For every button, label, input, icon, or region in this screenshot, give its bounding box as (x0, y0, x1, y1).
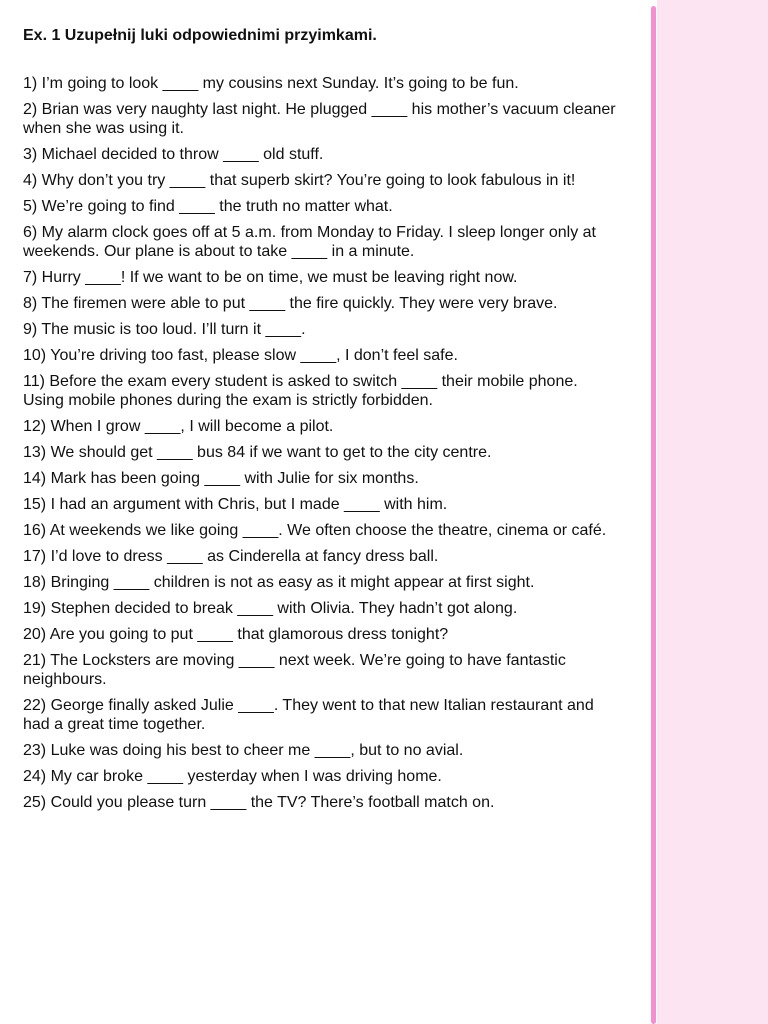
exercise-item: 10) You’re driving too fast, please slow ____, I don’t feel safe. (23, 347, 458, 364)
exercise-item: 3) Michael decided to throw ____ old stuff. (23, 146, 324, 163)
exercise-item: 13) We should get ____ bus 84 if we want to get to the city centre. (23, 444, 492, 461)
exercise-item: 14) Mark has been going ____ with Julie for six months. (23, 470, 419, 487)
exercise-item: 15) I had an argument with Chris, but I made ____ with him. (23, 496, 448, 513)
exercise-item: 21) The Locksters are moving ____ next week. We’re going to have fantastic neighbours. (23, 652, 566, 688)
exercise-item: 9) The music is too loud. I’ll turn it ____. (23, 321, 306, 338)
exercise-title: Ex. 1 Uzupełnij luki odpowiednimi przyimkami. (23, 27, 377, 44)
exercise-item: 11) Before the exam every student is asked to switch ____ their mobile phone. Using mobile phones during the exam is strictly forbidden. (23, 373, 578, 409)
exercise-item: 5) We’re going to find ____ the truth no matter what. (23, 198, 393, 215)
exercise-item: 22) George finally asked Julie ____. They went to that new Italian restaurant and had a great time together. (23, 697, 594, 733)
exercise-item: 4) Why don’t you try ____ that superb skirt? You’re going to look fabulous in it! (23, 172, 576, 189)
exercise-item: 12) When I grow ____, I will become a pilot. (23, 418, 334, 435)
exercise-item: 18) Bringing ____ children is not as easy as it might appear at first sight. (23, 574, 535, 591)
exercise-item: 1) I’m going to look ____ my cousins next Sunday. It’s going to be fun. (23, 75, 519, 92)
exercise-item: 20) Are you going to put ____ that glamorous dress tonight? (23, 626, 449, 643)
exercise-item: 8) The firemen were able to put ____ the fire quickly. They were very brave. (23, 295, 558, 312)
exercise-item: 24) My car broke ____ yesterday when I was driving home. (23, 768, 442, 785)
exercise-item: 17) I’d love to dress ____ as Cinderella at fancy dress ball. (23, 548, 439, 565)
exercise-item: 7) Hurry ____! If we want to be on time, we must be leaving right now. (23, 269, 518, 286)
exercise-item: 16) At weekends we like going ____. We often choose the theatre, cinema or café. (23, 522, 607, 539)
pink-side-band (657, 0, 768, 1024)
pink-vertical-rule (651, 6, 656, 1024)
exercise-item: 19) Stephen decided to break ____ with Olivia. They hadn’t got along. (23, 600, 518, 617)
exercise-item: 2) Brian was very naughty last night. He plugged ____ his mother’s vacuum cleaner when she was using it. (23, 101, 616, 137)
exercise-content (23, 26, 623, 819)
exercise-item: 25) Could you please turn ____ the TV? There’s football match on. (23, 794, 495, 811)
exercise-item: 6) My alarm clock goes off at 5 a.m. from Monday to Friday. I sleep longer only at weekends. Our plane is about to take ____ in a minute. (23, 224, 596, 260)
exercise-list (23, 74, 623, 812)
exercise-item: 23) Luke was doing his best to cheer me ____, but to no avial. (23, 742, 464, 759)
